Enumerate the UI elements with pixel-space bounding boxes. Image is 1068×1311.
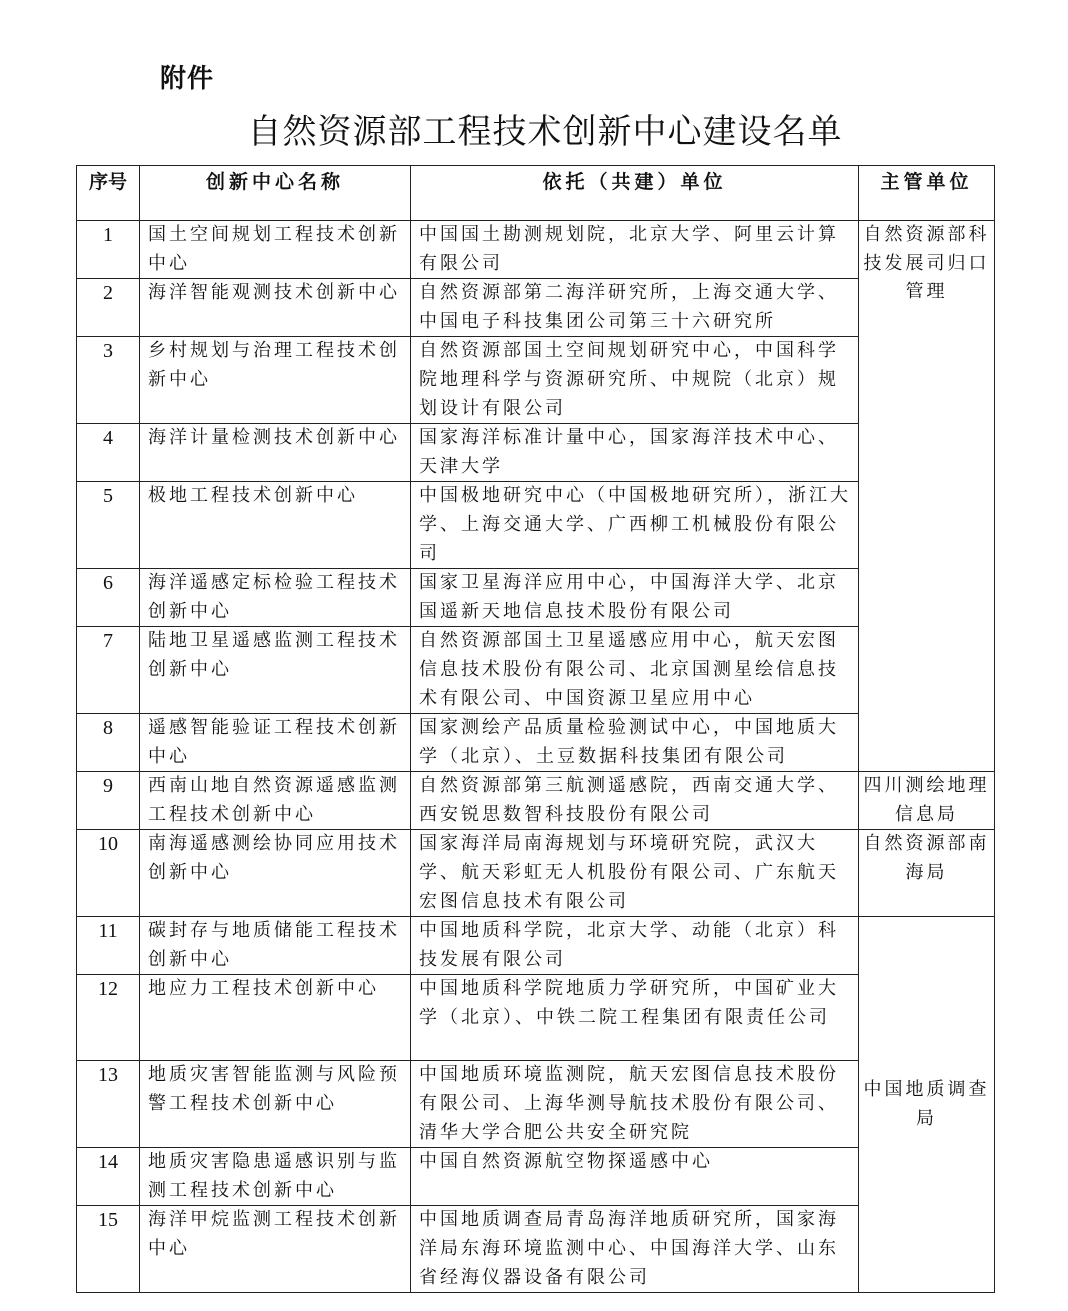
column-header-host-units: 依托（共建）单位 — [411, 166, 859, 221]
center-name: 海洋遥感定标检验工程技术创新中心 — [140, 569, 411, 627]
center-name: 西南山地自然资源遥感监测工程技术创新中心 — [140, 772, 411, 830]
center-name: 碳封存与地质储能工程技术创新中心 — [140, 917, 411, 975]
table-row — [77, 482, 995, 569]
table-row — [77, 221, 995, 279]
row-number: 5 — [77, 482, 140, 569]
column-header-number: 序号 — [77, 166, 140, 221]
table-row — [77, 627, 995, 714]
center-name: 地应力工程技术创新中心 — [140, 975, 411, 1061]
row-number: 10 — [77, 830, 140, 917]
document-title: 自然资源部工程技术创新中心建设名单 — [247, 112, 843, 152]
innovation-center-table — [76, 165, 995, 1293]
row-number: 13 — [77, 1061, 140, 1148]
row-number: 7 — [77, 627, 140, 714]
host-units: 中国地质环境监测院，航天宏图信息技术股份有限公司、上海华测导航技术股份有限公司、清华大学合肥公共安全研究院 — [411, 1061, 859, 1148]
host-units: 自然资源部第三航测遥感院，西南交通大学、西安锐思数智科技股份有限公司 — [411, 772, 859, 830]
supervising-unit: 自然资源部科技发展司归口管理 — [859, 221, 995, 772]
host-units: 中国地质科学院地质力学研究所，中国矿业大学（北京）、中铁二院工程集团有限责任公司 — [411, 975, 859, 1061]
host-units: 中国国土勘测规划院，北京大学、阿里云计算有限公司 — [411, 221, 859, 279]
center-name: 极地工程技术创新中心 — [140, 482, 411, 569]
center-name: 陆地卫星遥感监测工程技术创新中心 — [140, 627, 411, 714]
center-name: 遥感智能验证工程技术创新中心 — [140, 714, 411, 772]
column-header-center-name: 创新中心名称 — [140, 166, 411, 221]
center-name: 地质灾害智能监测与风险预警工程技术创新中心 — [140, 1061, 411, 1148]
table-row — [77, 917, 995, 975]
table-row — [77, 569, 995, 627]
host-units: 中国地质调查局青岛海洋地质研究所，国家海洋局东海环境监测中心、中国海洋大学、山东省经海仪器设备有限公司 — [411, 1206, 859, 1293]
row-number: 8 — [77, 714, 140, 772]
row-number: 2 — [77, 279, 140, 337]
column-header-supervising-unit: 主管单位 — [859, 166, 995, 221]
row-number: 11 — [77, 917, 140, 975]
table-row — [77, 1148, 995, 1206]
center-name: 乡村规划与治理工程技术创新中心 — [140, 337, 411, 424]
table-row — [77, 424, 995, 482]
row-number: 15 — [77, 1206, 140, 1293]
center-name: 海洋计量检测技术创新中心 — [140, 424, 411, 482]
center-name: 国土空间规划工程技术创新中心 — [140, 221, 411, 279]
host-units: 国家海洋标准计量中心，国家海洋技术中心、天津大学 — [411, 424, 859, 482]
host-units: 国家卫星海洋应用中心，中国海洋大学、北京国遥新天地信息技术股份有限公司 — [411, 569, 859, 627]
center-name: 地质灾害隐患遥感识别与监测工程技术创新中心 — [140, 1148, 411, 1206]
host-units: 自然资源部第二海洋研究所，上海交通大学、中国电子科技集团公司第三十六研究所 — [411, 279, 859, 337]
table-row — [77, 714, 995, 772]
supervising-unit: 四川测绘地理信息局 — [859, 772, 995, 830]
table-row — [77, 1206, 995, 1293]
table-row — [77, 279, 995, 337]
row-number: 12 — [77, 975, 140, 1061]
row-number: 14 — [77, 1148, 140, 1206]
row-number: 1 — [77, 221, 140, 279]
host-units: 国家测绘产品质量检验测试中心，中国地质大学（北京）、土豆数据科技集团有限公司 — [411, 714, 859, 772]
host-units: 自然资源部国土空间规划研究中心，中国科学院地理科学与资源研究所、中规院（北京）规划设计有限公司 — [411, 337, 859, 424]
center-name: 南海遥感测绘协同应用技术创新中心 — [140, 830, 411, 917]
table-row — [77, 1061, 995, 1148]
row-number: 4 — [77, 424, 140, 482]
host-units: 中国自然资源航空物探遥感中心 — [411, 1148, 859, 1206]
host-units: 中国极地研究中心（中国极地研究所），浙江大学、上海交通大学、广西柳工机械股份有限公司 — [411, 482, 859, 569]
attachment-label: 附件 — [160, 64, 215, 94]
host-units: 自然资源部国土卫星遥感应用中心，航天宏图信息技术股份有限公司、北京国测星绘信息技术有限公司、中国资源卫星应用中心 — [411, 627, 859, 714]
center-name: 海洋甲烷监测工程技术创新中心 — [140, 1206, 411, 1293]
host-units: 国家海洋局南海规划与环境研究院，武汉大学、航天彩虹无人机股份有限公司、广东航天宏图信息技术有限公司 — [411, 830, 859, 917]
table-row — [77, 337, 995, 424]
table-row — [77, 975, 995, 1061]
host-units: 中国地质科学院，北京大学、动能（北京）科技发展有限公司 — [411, 917, 859, 975]
supervising-unit: 中国地质调查局 — [859, 917, 995, 1293]
row-number: 6 — [77, 569, 140, 627]
table-header-row — [77, 166, 995, 221]
center-name: 海洋智能观测技术创新中心 — [140, 279, 411, 337]
row-number: 3 — [77, 337, 140, 424]
supervising-unit: 自然资源部南海局 — [859, 830, 995, 917]
table-row — [77, 830, 995, 917]
table-row — [77, 772, 995, 830]
row-number: 9 — [77, 772, 140, 830]
